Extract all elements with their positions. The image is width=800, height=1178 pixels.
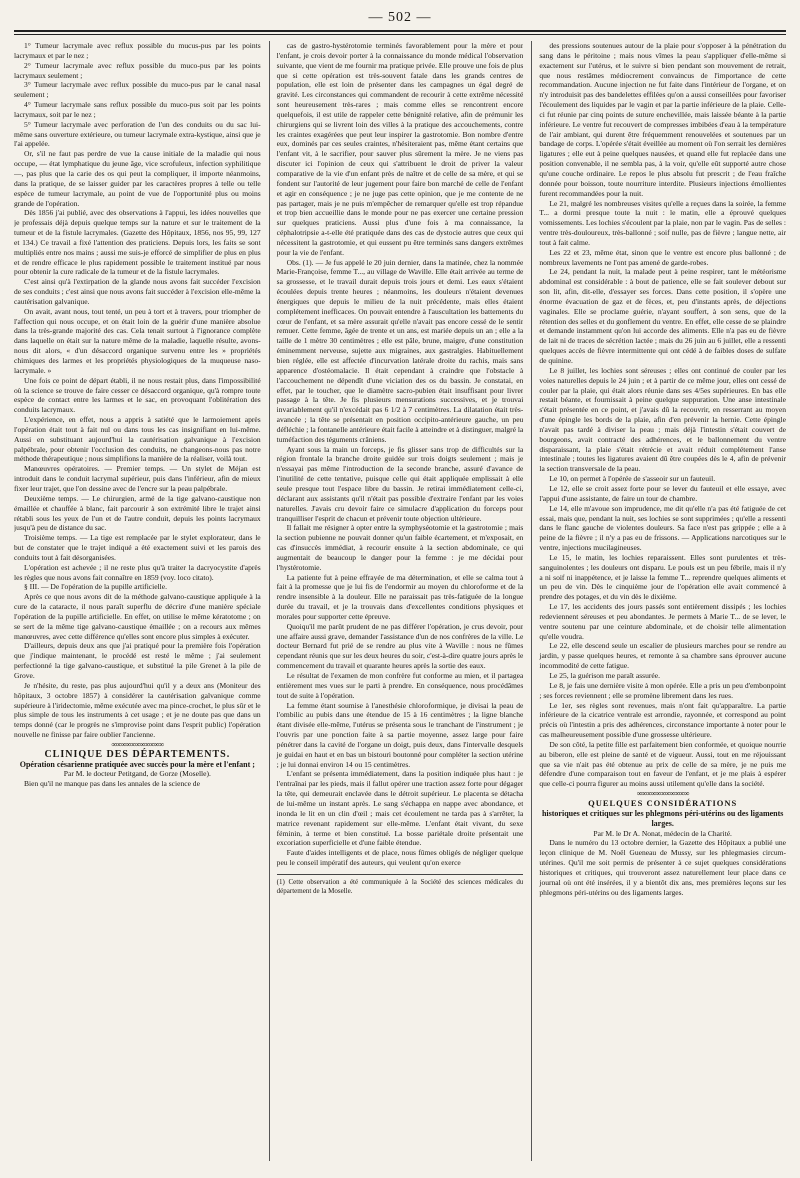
col1-paragraph: Dès 1856 j'ai publié, avec des observations à l'appui, les idées nouvelles que je professais déjà depuis quelque temps sur la nature et sur le traitement de la tumeur et de la fistule lacrymales. (Gazette des Hôpitaux, 1856, nos 95, 99, 127 et 134.) Ce travail a fixé l'attention des praticiens. Depuis lors, les faits se sont multipliés entre nos mains ; aussi me suis-je efforcé de simplifier de plus en plus et de rendre efficace le plus rapidement possible le traitement institué par nous pour obtenir la cure radicale de la tumeur et de la fistule lacrymales.	[14, 208, 261, 277]
header-rule	[14, 30, 786, 35]
ornament-divider-right: ∞∞∞∞∞∞∞∞∞∞∞	[636, 789, 689, 799]
col1-paragraph: 2° Tumeur lacrymale avec reflux possible du muco-pus par les points lacrymaux seulement ;	[14, 60, 261, 80]
column-middle-paragraphs	[277, 41, 524, 868]
col1-paragraph: Deuxième temps. — Le chirurgien, armé de la tige galvano-caustique non émaillée et chauffée à blanc, fait parcourir à son extrémité libre le trajet ainsi rétabli sous les yeux de l'un et de l'autre conduit, depuis les points lacrymaux jusqu'à peu de distance du sac.	[14, 493, 261, 533]
clinic-author: Par M. le docteur Petitgand, de Gorze (Moselle).	[63, 769, 211, 779]
col1-paragraph: Après ce que nous avons dit de la méthode galvano-caustique appliquée à la cure de la cataracte, il nous paraît superflu de décrire d'une manière spéciale l'opération de la pupille artificielle. En effet, on utilise le même kératotome ; on se sert de la même tige galvano-caustique émaillée ; on a recours aux mêmes manœuvres, avec cette différence qu'elles sont encore plus simples à exécuter.	[14, 592, 261, 641]
col2-paragraph: Obs. (1). — Je fus appelé le 20 juin dernier, dans la matinée, chez la nommée Marie-Françoise, femme T..., au village de Waville. Elle était arrivée au terme de sa grossesse, et le travail durait depuis trois jours et demi. Les eaux s'étaient écoulées depuis trente heures ; néanmoins, les douleurs n'étaient devenues énergiques que depuis le milieu de la nuit précédente, mais elles étaient complétement inefficaces. On pouvait entendre à l'auscultation les battements du cœur de l'enfant, et sa mère assurait qu'elle n'avait pas encore cessé de le sentir remuer. Cette femme, âgée de trente et un ans, est mariée depuis un an ; elle a la taille de 1 mètre 30 centimètres ; elle est pâle, brune, maigre, d'une constitution éminemment nerveuse, sujette aux migraines, aux gastralgies. Habituellement bien réglée, elle est affectée d'incurvation latérale droite du rachis, mais sans apparence d'ostéomalacie. Il était cependant à craindre que l'obstacle à l'accouchement ne dépendît d'une viciation des os du bassin. Je constatai, en effet, par le toucher, que le diamètre sacro-pubien était insuffisant pour livrer passage à la tête. Je fis plusieurs mensurations successives, et je trouvai invariablement qu'il n'excédait pas 6 1/2 à 7 centimètres. La dilatation était très-avancée ; la tête se présentait en position occipito-antérieure gauche, un peu défléchie ; la fontanelle antérieure était facile à atteindre et à distinguer, malgré la tuméfaction des téguments crâniens.	[276, 257, 524, 444]
col3-paragraph: Le 15, le matin, les lochies reparaissent. Elles sont purulentes et très-sanguinolentes ; les douleurs ont disparu. Le pouls est un peu fébrile, mais il n'y a ni soif ni inappétence, et je laisse la femme T... reprendre quelques aliments et un peu de vin. Dès le cinquième jour de l'opération elle avait commencé à prendre des potages, et du vin dès le dixième.	[539, 552, 787, 602]
col3-paragraph: Le 14, elle m'avoue son imprudence, me dit qu'elle n'a pas été fatiguée de cet essai, mais que, pendant la nuit, ses lochies se sont supprimées ; qu'elle a ressenti dans le flanc gauche de violentes douleurs. Sa face n'est pas grippée ; elle a à peine de la fièvre ; il n'y a pas eu de frissons. — Applications narcotiques sur le ventre, injections mucilagineuses.	[539, 503, 787, 553]
clinic-heading: CLINIQUE DES DÉPARTEMENTS.	[44, 748, 231, 760]
column-right-paragraphs	[539, 41, 786, 789]
col2-paragraph: cas de gastro-hystérotomie terminés favorablement pour la mère et pour l'enfant, je crois devoir porter à la connaissance du monde médical l'observation suivante, que vient de me fournir ma pratique privée. Elle prouve une fois de plus que si cette opération est très-souvent fatale dans les grands centres de population, elle est loin de présenter dans les campagnes un égal degré de gravité. Les circonstances qui commandent de recourir à cette extrême nécessité sont heureusement très-rares ; mais comme elles se rencontrent encore quelquefois, il est utile de rappeler cette bénignité relative, afin de prémunir les chirurgiens qui se livrent loin des villes à la pratique des accouchements, contre les craintes exagérées que peut leur inspirer la gastrotomie. Bon nombre d'entre eux, dominés par ces seules craintes, n'hésiteraient pas, même étant certains que l'enfant vit, à le sacrifier, pour sauver plus sûrement la mère. Je ne viens pas discuter ici l'opinion de ceux qui s'attribuent le droit de priver la valeur comparative de la vie d'un enfant près de naître et de celle de sa mère, et qui se fondent sur l'autorité de leur jugement pour faire bon marché de celle de l'enfant et agir en conséquence ; je ne juge pas cette opinion, que je me contente de ne pas partager, mais je ne puis m'empêcher de remarquer qu'elle est trop répandue et trop bien accueillie dans le monde pour ne pas exercer une certaine pression sur quelques praticiens. Aussi plus d'une fois à ma connaissance, la céphalotripsie a-t-elle été pratiquée dans des cas de dystocie autres que ceux qui nécessitent la gastrotomie, et qui eussent pu être terminés sans dangers extrêmes pour la vie de l'enfant.	[276, 41, 524, 257]
col1-paragraph: L'opération est achevée ; il ne reste plus qu'à traiter la dacryocystite d'après les règles que nous avons fait connaître en 1859 (voy. loco citato).	[14, 562, 261, 582]
col2-paragraph: Il fallait me résigner à opter entre la symphyséotomie et la gastrotomie ; mais la section pubienne ne pouvait donner qu'un faible écartement, et m'exposait, en cas d'insuccès immédiat, à recourir ensuite à la section abdominale, ce qui augmentait de beaucoup le danger pour la femme : je me décidai pour l'hystérotomie.	[276, 523, 524, 572]
section2-heading: QUELQUES CONSIDÉRATIONS	[588, 797, 738, 808]
section2-intro: Dans le numéro du 13 octobre dernier, la Gazette des Hôpitaux a publié une leçon clinique de M. Noël Gueneau de Mussy, sur les phlegmasies circum-utérines. Qu'il me soit permis de présenter à ce sujet quelques considérations historiques et critiques, qui trouveront assez naturellement leur place dans ce journal où ont été insérées, il y a bientôt dix ans, mes premières leçons sur les phlegmons péri-utérins ou des ligaments larges.	[539, 838, 787, 897]
column-left	[14, 41, 261, 1161]
section2-author: Par M. le Dr A. Nonat, médecin de la Charité.	[593, 828, 732, 838]
col1-paragraph: 3° Tumeur lacrymale avec reflux possible du muco-pus par le canal nasal seulement ;	[14, 80, 261, 100]
col1-paragraph: 4° Tumeur lacrymale sans reflux possible du muco-pus soit par les points lacrymaux, soit par le nez ;	[14, 100, 261, 119]
col3-paragraph: Le 8 juillet, les lochies sont séreuses ; elles ont continué de couler par les voies naturelles depuis le 24 juin ; et à partir de ce même jour, elles ont cessé de couler par la plaie, qui était alors réunie dans ses 4/5es supérieures. En bas elle restait béante, et fournissait à peine quelque suppuration. Une anse intestinale s'était présentée en ce point, et j'avais dû la recouvrir, en resserrant au moyen d'une épingle les bords de la plaie, afin d'en prévenir la hernie. Cette épingle n'avait pas tardé à diviser la peau ; mais déjà l'intestin s'était couvert de bourgeons, avait contracté des adhérences, et le ballonnement du ventre disparaissant, la plaie s'était rétrécie et avait réduit complétement l'anse intestinale ; toutes les ligatures avaient dû être coupées dès le 4, afin de prévenir la section transversale de la peau.	[539, 365, 787, 474]
col3-paragraph: Le 24, pendant la nuit, la malade peut à peine respirer, tant le météorisme abdominal est considérable : à bout de patience, elle se fait soulever debout sur son lit, afin, dit-elle, d'essayer ses forces. Dans cette position, il s'opère une énorme évacuation de gaz et de fèces, et, peu d'instants après, de déjections vaginales. Elle se proclame guérie, n'ayant souffert, à son sens, que de la rétention des selles et du gonflement du ventre. En effet, elle cesse de se plaindre et demande instamment qu'on lui accorde des aliments. Elle n'a pas eu de fièvre de lait ni de traces de sécrétion lactée ; mais du 26 juin au 6 juillet, elle a ressenti quelques accès de fièvre intermittente qui ont cédé à de faibles doses de sulfate de quinine.	[539, 267, 787, 365]
col3-paragraph: Le 25, la guérison me paraît assurée.	[549, 671, 660, 680]
col2-paragraph: La femme étant soumise à l'anesthésie chloroformique, je divisai la peau de l'ombilic au pubis dans une étendue de 15 à 16 centimètres ; la ligne blanche étant divisée elle-même, l'utérus se présenta sous le tranchant de l'instrument ; je l'ouvris par une ponction faite à sa partie moyenne, assez large pour faire pénétrer dans la cavité de l'organe un doigt, puis deux, dans l'intervalle desquels je guidai en haut et en bas un bistouri boutonné pour compléter la section utérine ; je lui donnai environ 14 ou 15 centimètres.	[276, 700, 524, 769]
col3-paragraph: Le 8, je fais une dernière visite à mon opérée. Elle a pris un peu d'embonpoint ; ses forces reviennent ; elle se promène librement dans les rues.	[539, 680, 787, 700]
col1-paragraph: Or, s'il ne faut pas perdre de vue la cause initiale de la maladie qui nous occupe, — état lymphatique du jeune âge, vice scrofuleux, infection syphilitique —, pas plus que la carie des os qui peut la compliquer, il importe néanmoins, dans la pratique, de se laisser guider par les caractères propres à telle ou telle espèce de tumeur lacrymale, au point de vue de l'opportunité plus ou moins grande de l'opération.	[14, 149, 261, 208]
col1-paragraph: Troisième temps. — La tige est remplacée par le stylet explorateur, dans le but de constater que le trajet indiqué a été exactement suivi et les parois des conduits tout à fait désorganisées.	[14, 533, 261, 562]
col3-paragraph: Le 22, elle descend seule un escalier de plusieurs marches pour se rendre au jardin, y passe quelques heures, et remonte à sa chambre sans éprouver aucune incommodité de cette fatigue.	[539, 641, 787, 671]
col3-paragraph: Les 22 et 23, même état, sinon que le ventre est encore plus ballonné ; de nombreux lavements ne l'ont pas amené de garde-robes.	[539, 247, 787, 267]
col2-paragraph: Faute d'aides intelligents et de place, nous fûmes obligés de négliger quelque peu le conseil impératif des auteurs, qui veulent qu'on exerce	[276, 848, 524, 868]
col1-paragraph: On avait, avant nous, tout tenté, un peu à tort et à travers, pour triompher de l'affection qui nous occupe, et on était loin de la guérir d'une manière absolue dans la très-grande majorité des cas. Cela tenait surtout à l'ignorance complète dans laquelle on était sur la nature même de la maladie, laquelle résulte, avons-nous dit alors, « d'un désaccord organique survenu entre les » propriétés chimiques des larmes et les propriétés physiologiques de la muqueuse naso-lacrymale. »	[14, 306, 261, 375]
clinic-subheading: Opération césarienne pratiquée avec succès pour la mère et l'enfant ;	[19, 759, 255, 769]
col3-paragraph: Le 10, on permet à l'opérée de s'asseoir sur un fauteuil.	[549, 474, 716, 484]
col1-paragraph: 5° Tumeur lacrymale avec perforation de l'un des conduits ou du sac lui-même sans ouverture extérieure, ou tumeur lacrymale extra-kystique, ainsi que je l'ai appelée.	[14, 119, 261, 149]
column-left-paragraphs	[14, 41, 261, 740]
col1-paragraph: C'est ainsi qu'à l'extirpation de la glande nous avons fait succéder l'excision de ses conduits ; c'est ainsi que nous avons fait succéder à l'excision elle-même la cautérisation galvanique.	[14, 277, 261, 306]
col2-paragraph: Le résultat de l'examen de mon confrère fut conforme au mien, et il partagea entièrement mes vues sur le parti à prendre. En conséquence, nous procédâmes tout de suite à l'opération.	[276, 671, 524, 700]
col1-paragraph: § III. — De l'opération de la pupille artificielle.	[24, 582, 168, 592]
footnote: (1) Cette observation a été communiquée à la Société des sciences médicales du département de la Moselle.	[277, 874, 524, 896]
col3-paragraph: Le 17, les accidents des jours passés sont entièrement dissipés ; les lochies redeviennent séreuses et peu abondantes. Je permets à Marie T... de se lever, le ventre soutenu par une ceinture abdominale, et de choisir telle alimentation qu'elle voudra.	[539, 602, 787, 641]
column-middle	[269, 41, 524, 1161]
col3-paragraph: De son côté, la petite fille est parfaitement bien conformée, et quoique nourrie au biberon, elle est pleine de santé et de vigueur. Aussi, tout en me réjouissant que sa vie n'ait pas été obtenue au prix de celle de sa mère, je ne puis me défendre d'une comparaison tout en faveur de l'enfant, et je me plais à espérer que celle-ci pourra figurer au moins aussi utilement qu'elle dans la société.	[539, 739, 787, 789]
col3-paragraph: Le 21, malgré les nombreuses visites qu'elle a reçues dans la soirée, la femme T... a dormi presque toute la nuit : le matin, elle a éprouvé quelques vomissements. Les lochies s'écoulent par la plaie, non par le vagin. Pas de selles : ventre très-douloureux, très-ballonné ; soif nulle, pas de fièvre ; langue nette, air tout à fait calme.	[539, 198, 787, 247]
col2-paragraph: Quoiqu'il me parût prudent de ne pas différer l'opération, je crus devoir, pour une affaire aussi grave, demander l'assistance d'un de nos confrères de la ville. Le docteur Bernard fut prié de se rendre au plus vite à Waville : nous ne fûmes cependant réunis que sur les deux heures du soir, c'est-à-dire quatre jours après le commencement du travail et quarante heures après la sortie des eaux.	[276, 621, 524, 671]
col1-paragraph: D'ailleurs, depuis deux ans que j'ai pratiqué pour la première fois l'opération que j'indique maintenant, le procédé est resté le même ; j'ai seulement perfectionné la tige galvano-caustique, et substitué la pile Grenet à la pile de Grove.	[14, 641, 261, 680]
clinic-intro: Bien qu'il ne manque pas dans les annales de la science de	[24, 779, 200, 789]
col2-paragraph: Ayant sous la main un forceps, je fis glisser sans trop de difficultés sur la région frontale la branche droite guidée sur trois doigts seulement ; mais je n'essayai pas même l'introduction de la seconde branche, assuré d'avance de l'inutilité de cette tentative, puisque celle qui était appliquée emplissait à elle seule presque tout l'espace libre du bassin. Je retirai immédiatement celle-ci, déclarant aux assistants qu'il n'était pas possible d'extraire l'enfant par les voies naturelles. J'avais cru devoir faire ce simulacre d'application du forceps pour tranquilliser l'esprit de chacun et prévenir toute objection ultérieure.	[276, 444, 524, 523]
col1-paragraph: Manœuvres opératoires. — Premier temps. — Un stylet de Méjan est introduit dans le conduit lacrymal supérieur, puis dans l'inférieur, afin de mieux fixer leur trajet, que l'on dessine avec de l'encre sur la peau palpébrale.	[14, 464, 261, 493]
ornament-divider: ∞∞∞∞∞∞∞∞∞∞∞	[111, 739, 164, 749]
col3-paragraph: Le 1er, ses règles sont revenues, mais n'ont fait qu'apparaître. La partie inférieure de la cicatrice ventrale est arrondie, rayonnée, et correspond au point précis où l'intestin a pris des adhérences, circonstance importante à noter pour le cas malheureusement possible d'une grossesse ultérieure.	[539, 700, 787, 740]
col2-paragraph: L'enfant se présenta immédiatement, dans la position indiquée plus haut : je l'entraînai par les pieds, mais il fallut opérer une traction assez forte pour dégager la tête, qui demeurait enclavée dans le détroit supérieur. Le placenta se détacha de lui-même un instant après. Le sang s'échappa en nappe avec abondance, et inonda le lit en un clin d'œil ; mais cet écoulement ne tarda pas à s'arrêter, la matrice revenant rapidement sur elle-même. L'enfant était vivant, du sexe féminin, à terme et bien constitué. La bosse pariétale droite présentait une excoriation superficielle et d'une faible étendue.	[276, 769, 524, 848]
col1-paragraph: L'expérience, en effet, nous a appris à satiété que le larmoiement après l'opération était tout à fait nul ou dans tous les cas insignifiant en lui-même. Aussi en substituant aujourd'hui la cautérisation galvanique à l'excision palpébrale, pour obtenir l'occlusion des conduits, ne changeons-nous pas notre méthode thérapeutique ; nous simplifions la manière de la réaliser, voilà tout.	[14, 415, 261, 464]
col1-paragraph: Une fois ce point de départ établi, il ne nous restait plus, dans l'impossibilité où la science se trouve de faire cesser ce désaccord organique, qu'à rompre toute espèce de contact entre les larmes et le sac, en provoquant l'oblitération des conduits lacrymaux.	[14, 375, 261, 415]
section2-subheading: historiques et critiques sur les phlegmons péri-utérins ou des ligaments larges.	[541, 808, 784, 828]
col1-paragraph: Je n'hésite, du reste, pas plus aujourd'hui qu'il y a deux ans (Moniteur des hôpitaux, 3 octobre 1857) à considérer la cautérisation galvanique comme supérieure à l'iridectomie, même exécutée avec ma pince-crochet, le plus sûr et le plus simple de tous les instruments à cet usage ; et je ne doute pas que dans un temps donné (car le progrès ne s'improvise point dans l'esprit public) l'opération nouvelle ne finisse par faire oublier l'ancienne.	[14, 680, 261, 740]
col2-paragraph: La patiente fut à peine effrayée de ma détermination, et elle se calma tout à fait à la promesse que je lui fis de l'endormir au moyen du chloroforme et de la rendre insensible à la douleur. Elle ne paraissait pas très-fatiguée de la longue durée du travail, et je la trouvais dans d'excellentes conditions physiques et morales pour supporter cette épreuve.	[276, 572, 524, 621]
col3-paragraph: des pressions soutenues autour de la plaie pour s'opposer à la pénétration du sang dans le péritoine ; mais nous vîmes la peau s'appliquer d'elle-même si exactement sur l'utérus, et le suivre si bien pendant son mouvement de retrait, que nous restâmes médiocrement convaincus de l'importance de cette recommandation. Aucune injection ne fut faite dans l'intérieur de l'organe, et on n'y introduisit pas des bandelettes effilées qu'on a aussi conseillées pour favoriser l'écoulement des liquides par le vagin et par la partie inférieure de la plaie. Celle-ci fut réunie par cinq points de suture enchevillée, mais laissée béante à la partie inférieure. Le ventre fut recouvert de compresses imbibées d'eau à la température de l'air ambiant, qui durent être fréquemment renouvelées et soutenues par un bandage de corps. L'opérée s'était éveillée au moment où l'on serrait les dernières ligatures ; elle eut à peine quelques nausées, et quand elle fut replacée dans une position convenable, il ne sembla pas, à la voir, qu'elle eût supporté autre chose qu'une couche ordinaire. Le repos le plus absolu fut prescrit ; de l'eau fraîche donnée pour boisson, toute nourriture interdite. Plusieurs injections émollientes furent recommandées pour la nuit.	[539, 41, 787, 198]
col3-paragraph: Le 12, elle se croit assez forte pour se lever du fauteuil et elle essaye, avec l'appui d'une assistante, de faire un tour de chambre.	[539, 483, 787, 503]
col1-paragraph: 1° Tumeur lacrymale avec reflux possible du mucus-pus par les points lacrymaux et par le nez ;	[14, 41, 261, 60]
page-number: — 502 —	[368, 10, 432, 25]
column-right	[531, 41, 786, 1161]
text-columns	[14, 41, 786, 1161]
